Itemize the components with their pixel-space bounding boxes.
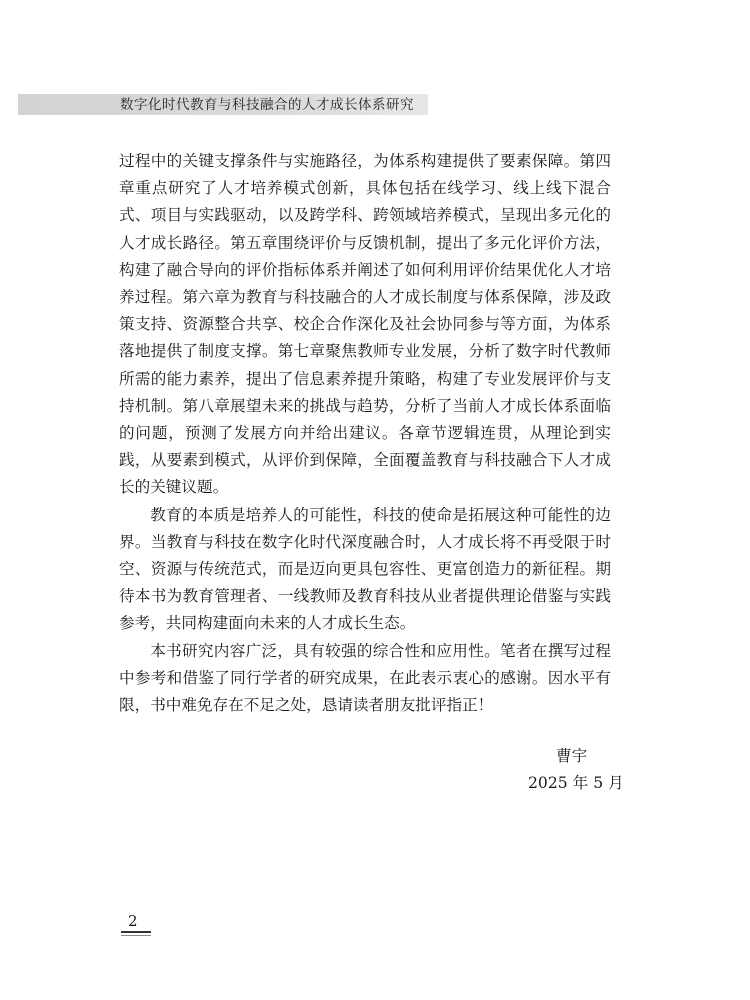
page-number: 2: [128, 912, 138, 930]
paragraph: 教育的本质是培养人的可能性，科技的使命是拓展这种可能性的边界。当教育与科技在数字化时代深度融合时，人才成长将不再受限于时空、资源与传统范式，而是迈向更具包容性、更富创造力的新征程。期待本书为教育管理者、一线教师及教育科技从业者提供理论借鉴与实践参考，共同构建面向未来的人才成长生态。: [119, 505, 611, 633]
author-signature: 曹宇: [556, 747, 588, 765]
running-header-title: 数字化时代教育与科技融合的人才成长体系研究: [120, 97, 414, 113]
page-number-rule: [121, 931, 151, 933]
body-text: [119, 148, 611, 719]
paragraph-continued: 过程中的关键支撑条件与实施路径，为体系构建提供了要素保障。第四章重点研究了人才培养模式创新，具体包括在线学习、线上线下混合式、项目与实践驱动，以及跨学科、跨领域培养模式，呈现出多元化的人才成长路径。第五章围绕评价与反馈机制，提出了多元化评价方法，构建了融合导向的评价指标体系并阐述了如何利用评价结果优化人才培养过程。第六章为教育与科技融合的人才成长制度与体系保障，涉及政策支持、资源整合共享、校企合作深化及社会协同参与等方面，为体系落地提供了制度支撑。第七章聚焦教师专业发展，分析了数字时代教师所需的能力素养，提出了信息素养提升策略，构建了专业发展评价与支持机制。第八章展望未来的挑战与趋势，分析了当前人才成长体系面临的问题，预测了发展方向并给出建议。各章节逻辑连贯，从理论到实践，从要素到模式，从评价到保障，全面覆盖教育与科技融合下人才成长的关键议题。: [119, 152, 611, 497]
page-number-rule-thin: [121, 935, 151, 936]
signature-date: 2025 年 5 月: [528, 774, 624, 792]
paragraph: 本书研究内容广泛，具有较强的综合性和应用性。笔者在撰写过程中参考和借鉴了同行学者的研究成果，在此表示衷心的感谢。因水平有限，书中难免存在不足之处，恳请读者朋友批评指正！: [119, 641, 611, 715]
